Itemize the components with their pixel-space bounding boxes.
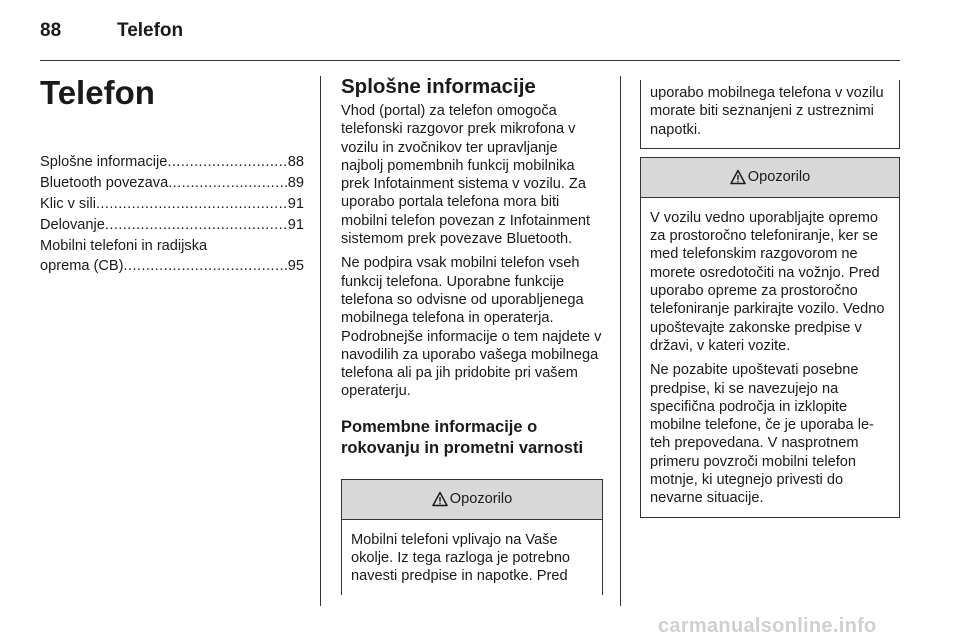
warning-body bbox=[342, 520, 602, 595]
toc-leader bbox=[167, 152, 287, 172]
warning-title: Opozorilo bbox=[747, 169, 811, 186]
warning-box bbox=[341, 479, 603, 595]
section-heading: Splošne informacije bbox=[341, 75, 536, 98]
right-column bbox=[640, 80, 900, 518]
toc-page: 95 bbox=[287, 258, 304, 274]
warning-text: Mobilni telefoni vplivajo na Vaše okolje. Iz tega razloga je potrebno navesti predpise in napotke. Pred bbox=[351, 531, 571, 585]
toc-label: Klic v sili bbox=[40, 196, 96, 212]
toc-label: oprema (CB) bbox=[40, 258, 124, 274]
chapter-title: Telefon bbox=[40, 74, 155, 111]
warning-box-continued bbox=[640, 80, 900, 149]
toc-leader bbox=[96, 194, 288, 214]
toc-entry[interactable] bbox=[40, 194, 304, 214]
warning-title: Opozorilo bbox=[449, 491, 513, 508]
toc-page: 89 bbox=[287, 175, 304, 191]
toc-leader bbox=[105, 215, 288, 235]
middle-column bbox=[341, 74, 603, 595]
toc-label: Bluetooth povezava bbox=[40, 175, 169, 191]
warning-triangle-icon bbox=[730, 169, 746, 185]
toc-entry[interactable] bbox=[40, 152, 304, 172]
toc-leader bbox=[168, 173, 288, 193]
warning-paragraph: Ne pozabite upoštevati posebne predpise, ki se navezujejo na specifična področja in izklopite mobilne telefone, če je uporaba le-teh prepovedana. V nasprotnem primeru povzroči mobilni telefon motnje, ki utegnejo privesti do nevarne situacije. bbox=[650, 362, 874, 507]
toc-label: Delovanje bbox=[40, 217, 105, 233]
toc-page: 91 bbox=[287, 196, 304, 212]
subsection-heading: Pomembne informacije o rokovanju in prometni varnosti bbox=[341, 417, 584, 457]
toc-label: Splošne informacije bbox=[40, 154, 168, 170]
warning-body bbox=[641, 198, 899, 517]
toc-page: 91 bbox=[287, 217, 304, 233]
header-rule bbox=[40, 60, 900, 61]
warning-box bbox=[640, 157, 900, 518]
table-of-contents bbox=[40, 152, 304, 276]
column-divider-1 bbox=[320, 76, 321, 606]
warning-text-continued: uporabo mobilnega telefona v vozilu morate biti seznanjeni z ustreznimi napotki. bbox=[650, 85, 884, 138]
toc-entry[interactable] bbox=[40, 236, 304, 276]
warning-triangle-icon bbox=[432, 491, 448, 507]
page-number: 88 bbox=[40, 20, 62, 41]
warning-header bbox=[342, 480, 602, 520]
toc-label-line1: Mobilni telefoni in radijska bbox=[40, 238, 208, 254]
watermark: carmanualsonline.info bbox=[658, 615, 877, 637]
toc-entry[interactable] bbox=[40, 173, 304, 193]
chapter-column bbox=[40, 74, 304, 277]
toc-page: 88 bbox=[287, 154, 304, 170]
paragraph: Vhod (portal) za telefon omogoča telefonski razgovor prek mikrofona v vozilu in zvočnikov ter upravljanje najbolj pomembnih funkcij mobilnika prek Infotainment sistema v vozilu. Za uporabo portala telefona mora biti mobilni telefon povezan z Infotainment sistemom prek povezave Bluetooth. bbox=[341, 103, 591, 248]
column-divider-2 bbox=[620, 76, 621, 606]
warning-paragraph: V vozilu vedno uporabljajte opremo za prostoročno telefoniranje, ker se med telefonskim razgovorom ne morete osredotočiti na vožnjo. Pred uporabo opreme za prostoročno telefoniranje parkirajte vozilo. Vedno upoštevajte zakonske predpise v državi, v kateri vozite. bbox=[650, 209, 885, 354]
toc-entry[interactable] bbox=[40, 215, 304, 235]
section-title: Telefon bbox=[117, 20, 184, 41]
toc-leader bbox=[124, 256, 288, 276]
warning-header bbox=[641, 158, 899, 198]
paragraph: Ne podpira vsak mobilni telefon vseh funkcij telefona. Uporabne funkcije telefona so odvisne od uporabljenega mobilnega telefona in operaterja. Podrobnejše informacije o tem najdete v navodilih za uporabo vašega mobilnega telefona ali pa jih pridobite pri vašem operaterju. bbox=[341, 255, 602, 400]
